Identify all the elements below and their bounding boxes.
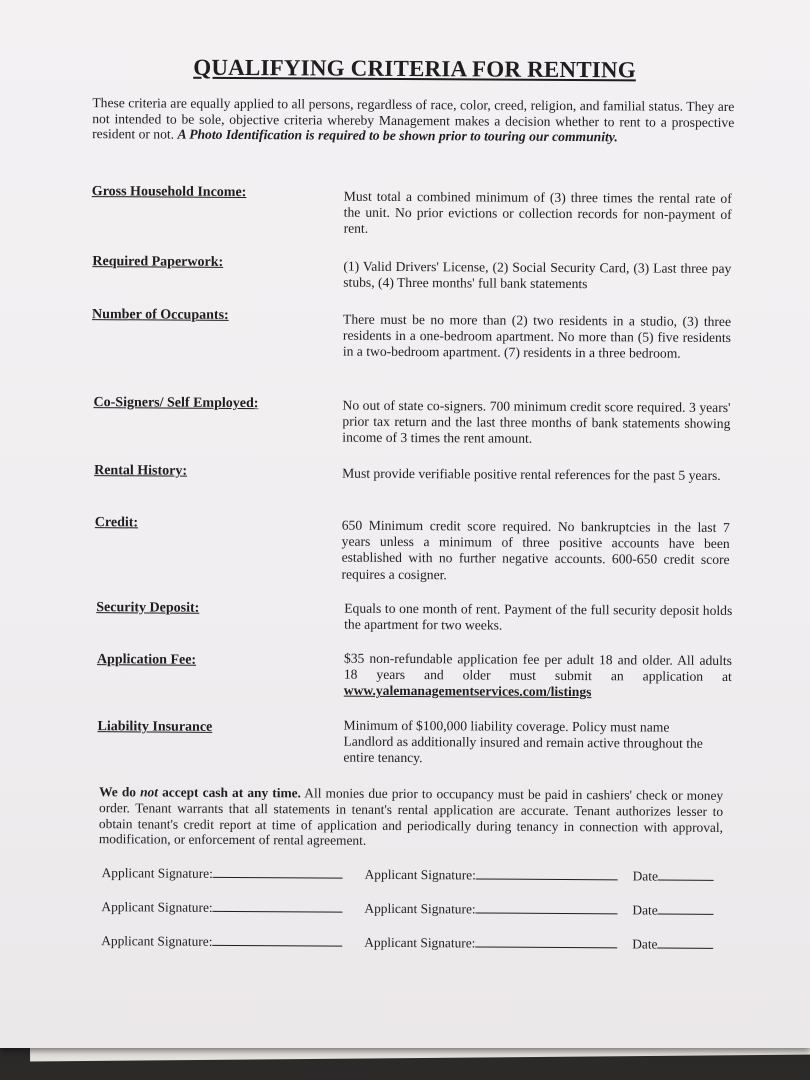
criteria-row-security-deposit [0, 600, 806, 633]
date-line[interactable] [658, 902, 714, 915]
signature-label: Applicant Signature: [101, 865, 213, 881]
applicant-signature-field[interactable] [102, 864, 343, 882]
criteria-value: No out of state co-signers. 700 minimum credit score required. 3 years' prior tax return and the last three months of bank statements showing income of 3 times the rent amount. [342, 397, 731, 447]
applicant-signature-field[interactable] [364, 900, 617, 919]
criteria-value: 650 Minimum credit score required. No bankruptcies in the last 7 years unless a minimum of three positive accounts have been established with no further negative accounts. 600-650 credit score requires a cosigner. [341, 517, 730, 582]
photo-id-notice: A Photo Identification is required to be shown prior to touring our community. [177, 126, 618, 145]
criteria-label: Liability Insurance [97, 719, 213, 735]
criteria-label: Security Deposit: [96, 600, 200, 616]
signature-label: Applicant Signature: [364, 866, 476, 883]
criteria-row-paperwork [0, 254, 808, 292]
criteria-row-rental-history [0, 463, 807, 483]
signature-line[interactable] [213, 899, 343, 913]
criteria-label: Gross Household Income: [91, 184, 247, 201]
signature-label: Applicant Signature: [364, 900, 476, 917]
criteria-value: Must provide verifiable positive rental references for the past 5 years. [342, 465, 721, 483]
criteria-label: Required Paperwork: [92, 254, 224, 270]
criteria-row-credit [0, 515, 807, 582]
signature-label: Applicant Signature: [364, 934, 476, 951]
applicant-signature-field[interactable] [364, 934, 617, 953]
date-field[interactable] [633, 867, 714, 884]
date-label: Date [632, 868, 658, 884]
criteria-value: (1) Valid Drivers' License, (2) Social Security Card, (3) Last three pay stubs, (4) Three months' full bank statements [343, 258, 732, 292]
criteria-label: Rental History: [94, 463, 188, 479]
criteria-value [344, 651, 732, 702]
date-field[interactable] [632, 935, 713, 952]
criteria-label: Credit: [94, 515, 139, 531]
applicant-signature-field[interactable] [365, 866, 618, 885]
intro-paragraph [92, 95, 734, 145]
date-label: Date [632, 936, 658, 952]
criteria-value: There must be no more than (2) two residents in a studio, (3) three residents in a one-bedroom apartment. No more than (5) five residents in a two-bedroom apartment. (7) residents in a three bedroom. [342, 311, 732, 362]
date-line[interactable] [657, 936, 713, 949]
document-title: QUALIFYING CRITERIA FOR RENTING [193, 54, 636, 83]
application-fee-text: $35 non-refundable application fee per adult 18 and older. All adults 18 years and older must submit an application at [343, 650, 733, 685]
applicant-signature-field[interactable] [101, 932, 342, 950]
criteria-value: Equals to one month of rent. Payment of the full security deposit holds the apartment for two weeks. [344, 600, 733, 633]
criteria-value: Minimum of $100,000 liability coverage. Policy must name Landlord as additionally insured and remain active throughout the entire tenancy. [343, 717, 703, 766]
cash-notice-lead: We do [99, 784, 141, 800]
date-line[interactable] [658, 868, 714, 881]
closing-text: All monies due prior to occupancy must be paid in cashiers' check or money order. Tenant warrants that all statements in tenant's rental application are accurate. Tenant authorizes lesser to obtain tenant's credit report at time of application and periodically during tenancy in connection with approval, modification, or enforcement of rental agreement. [98, 785, 724, 849]
criteria-label: Number of Occupants: [92, 307, 229, 323]
criteria-label: Application Fee: [96, 652, 197, 668]
criteria-row-occupants [0, 307, 808, 362]
cash-notice-not: not [140, 784, 159, 800]
date-label: Date [632, 902, 658, 918]
intro-text: These criteria are equally applied to all persons, regardless of race, color, creed, religion, and familial status. They are not intended to be sole, objective criteria whereby Management makes a decision whether to rent to a prospective resident or not. [92, 95, 735, 142]
signature-row [0, 932, 804, 952]
date-field[interactable] [632, 901, 713, 918]
criteria-row-liability-insurance [0, 717, 806, 766]
signature-row [0, 864, 805, 884]
signature-line[interactable] [475, 934, 617, 948]
closing-paragraph [99, 784, 723, 851]
criteria-row-cosigners [0, 395, 808, 447]
signature-row [0, 898, 804, 918]
signature-line[interactable] [476, 866, 618, 880]
listings-link[interactable]: www.yalemanagementservices.com/listings [343, 683, 592, 700]
signature-line[interactable] [212, 933, 342, 947]
signature-label: Applicant Signature: [101, 933, 213, 949]
criteria-row-income [0, 184, 809, 237]
signature-label: Applicant Signature: [101, 899, 213, 915]
cash-notice-end: accept cash at any time. [157, 784, 301, 801]
criteria-label: Co-Signers/ Self Employed: [93, 395, 259, 412]
signature-line[interactable] [213, 865, 343, 879]
criteria-row-application-fee [0, 650, 806, 700]
signature-line[interactable] [476, 900, 618, 914]
applicant-signature-field[interactable] [101, 898, 342, 916]
criteria-value: Must total a combined minimum of (3) three times the rental rate of the unit. No prior evictions or collection records for non-payment of rent. [343, 188, 732, 237]
